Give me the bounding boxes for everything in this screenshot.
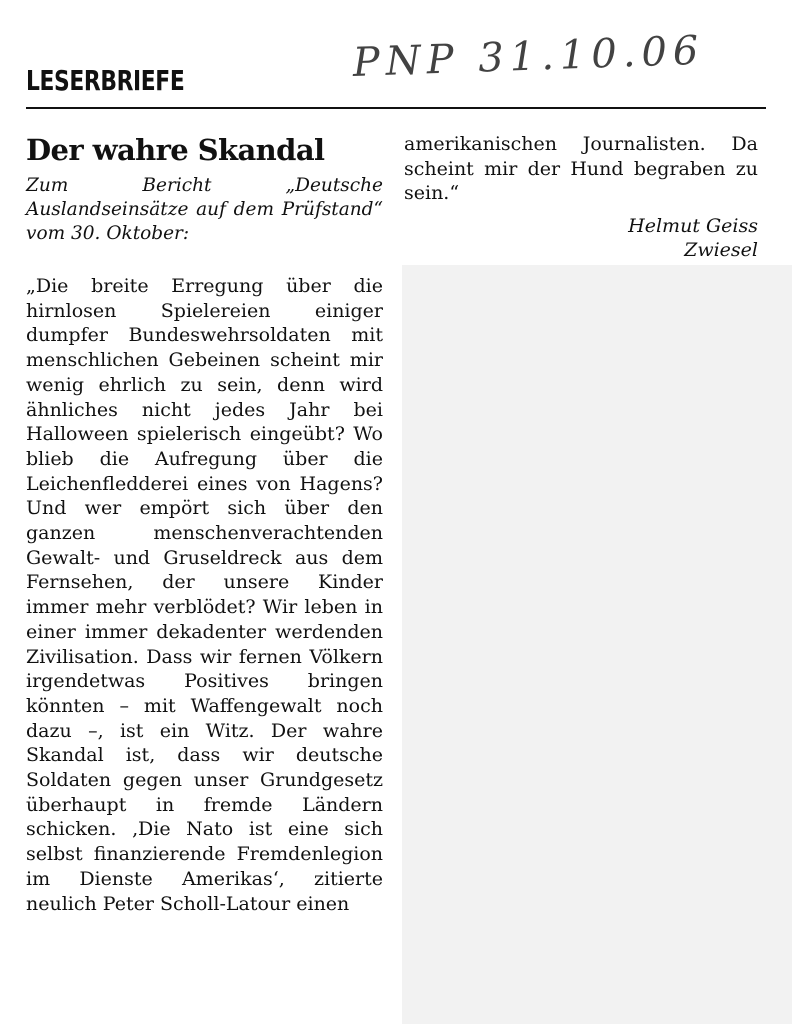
article-column-left (26, 132, 383, 916)
section-label: LESERBRIEFE (26, 64, 185, 97)
section-divider (26, 107, 766, 109)
article-subhead: Zum Bericht „Deutsche Auslandseinsätze auf dem Prüfstand“ vom 30. Oktober: (26, 175, 383, 244)
article-headline: Der wahre Skandal (26, 133, 325, 167)
author-town: Zwiesel (684, 239, 758, 262)
article-body-continued: amerikanischen Journalisten. Da scheint mir der Hund begraben zu sein.“ (404, 133, 758, 205)
article-column-right (404, 132, 758, 262)
handwritten-date-note: PNP 31.10.06 (352, 27, 706, 86)
empty-background-area (402, 265, 792, 1024)
article-body: „Die breite Erregung über die hirnlosen Spielereien einiger dumpfer Bundeswehrsoldaten mit menschlichen Gebeinen scheint mir wenig ehrlich zu sein, denn wird ähnliches nicht jedes Jahr bei Halloween spielerisch eingeübt? Wo blieb die Aufregung über die Leichenfledderei eines von Hagens? Und wer empört sich über den ganzen menschenverachtenden Gewalt- und Gruseldreck aus dem Fernsehen, der unsere Kinder immer mehr verblödet? Wir leben in einer immer dekadenter werdenden Zivilisation. Dass wir fernen Völkern irgendetwas Positives bringen könnten – mit Waffengewalt noch dazu –, ist ein Witz. Der wahre Skandal ist, dass wir deutsche Soldaten gegen unser Grundgesetz überhaupt in fremde Ländern schicken. ‚Die Nato ist eine sich selbst finanzierende Fremdenlegion im Dienste Amerikas‘, zitierte neulich Peter Scholl-Latour einen (26, 275, 383, 915)
author-signature (404, 214, 758, 262)
author-name: Helmut Geiss (628, 215, 758, 238)
